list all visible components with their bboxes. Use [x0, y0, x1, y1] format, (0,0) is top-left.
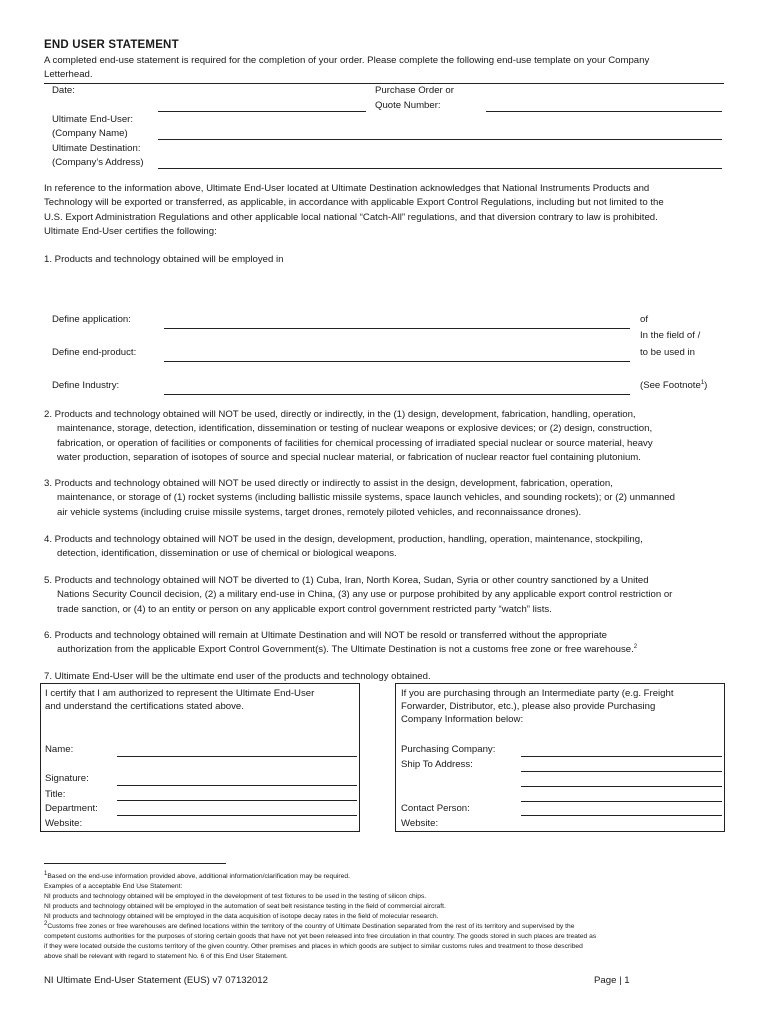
reference-line-4: Ultimate End-User certifies the following:	[44, 226, 217, 238]
certification-text-line-2: and understand the certifications stated above.	[45, 701, 244, 712]
define-end-product-field[interactable]	[164, 361, 630, 362]
item-4	[44, 533, 643, 562]
item-7: 7. Ultimate End-User will be the ultimate end user of the products and technology obtained.	[44, 671, 431, 682]
footnote-2-line-4: above shall be relevant with regard to statement No. 6 of this End User Statement.	[44, 953, 288, 960]
contact-person-field[interactable]	[521, 815, 722, 816]
purchasing-text-line-3: Company Information below:	[401, 714, 524, 725]
footnote-separator	[44, 863, 226, 864]
example-3: NI products and technology obtained will be employed in the data acquisition of isotope decay rates in the field of molecular research.	[44, 913, 439, 920]
footer-page-number: Page | 1	[594, 975, 630, 986]
item-3-line-3: air vehicle systems (including cruise missile systems, target drones, remotely piloted vehicles, and reconnaissance drones).	[57, 506, 582, 518]
see-footnote-note: (See Footnote$^1$)	[640, 379, 708, 391]
name-label: Name:	[45, 744, 74, 755]
define-industry-field[interactable]	[164, 394, 630, 395]
item-2-line-3: fabrication, or operation of facilities or components of facilities for chemical processing of irradiated special nuclear or source material, heavy	[57, 437, 653, 449]
end-user-label-line-2: (Company Name)	[52, 128, 128, 139]
footnote-2-line-2: competent customs authorities for the purposes of storing certain goods that have not yet been released into free circulation in that country. The goods stored in such places are treated as	[44, 933, 597, 940]
item-6	[44, 629, 637, 658]
reference-line-1: In reference to the information above, Ultimate End-User located at Ultimate Destination acknowledges that National Instruments Products and	[44, 183, 650, 194]
date-field[interactable]	[158, 111, 366, 112]
item-2-line-1: 2. Products and technology obtained will NOT be used, directly or indirectly, in the (1) design, development, fabrication, handling, operation,	[44, 409, 636, 420]
quote-number-field[interactable]	[486, 111, 722, 112]
define-industry-label: Define Industry:	[52, 380, 120, 391]
footnote-2-line-1: $^2$Customs free zones or free warehouses are defined locations within the territory of the country of Ultimate Destination separated from the rest of its territory and supervised by the	[44, 920, 575, 930]
item-4-line-1: 4. Products and technology obtained will NOT be used in the design, development, production, handling, operation, maintenance, stockpiling,	[44, 534, 643, 545]
intro-line-2: Letterhead.	[44, 69, 93, 80]
reference-line-3: U.S. Export Administration Regulations and other applicable local national “Catch-All” regulations, and that diversion contrary to law is prohibited.	[44, 211, 658, 223]
ship-to-label: Ship To Address:	[401, 759, 473, 770]
item-6-line-1: 6. Products and technology obtained will remain at Ultimate Destination and will NOT be resold or transferred without the appropriate	[44, 630, 607, 641]
footnote-1: $^1$Based on the end-use information provided above, additional information/clarification may be required.	[44, 870, 350, 880]
example-2: NI products and technology obtained will be employed in the automation of seat belt resistance testing in the field of commercial aircraft.	[44, 903, 446, 910]
item-3	[44, 477, 675, 520]
title-label: Title:	[45, 789, 66, 800]
ship-to-field-2[interactable]	[521, 786, 722, 787]
signature-label: Signature:	[45, 773, 89, 784]
end-user-label-line-1: Ultimate End-User:	[52, 114, 134, 125]
po-label-line-1: Purchase Order or	[375, 85, 454, 96]
destination-label-line-2: (Company’s Address)	[52, 157, 144, 168]
reference-line-2: Technology will be exported or transferred, as applicable, in accordance with applicable Export Control Regulations, including but not limited to the	[44, 197, 664, 209]
name-field[interactable]	[117, 756, 357, 757]
purchasing-company-field[interactable]	[521, 756, 722, 757]
reference-paragraph	[44, 182, 664, 240]
define-end-product-label: Define end-product:	[52, 347, 137, 358]
purchasing-text-line-1: If you are purchasing through an Intermediate party (e.g. Freight	[401, 688, 674, 699]
define-application-field[interactable]	[164, 328, 630, 329]
item-3-line-1: 3. Products and technology obtained will NOT be used directly or indirectly to assist in the design, development, fabrication, operation,	[44, 478, 613, 489]
department-label: Department:	[45, 803, 98, 814]
item-1: 1. Products and technology obtained will be employed in	[44, 254, 284, 265]
item-6-line-2: authorization from the applicable Export Control Government(s). The Ultimate Destination is not a customs free zone or free warehouse.$^2$	[57, 644, 638, 656]
application-suffix: of	[640, 314, 649, 325]
footnote-2-line-3: if they were located outside the customs territory of the given country. Other premises and places in which goods are subject to similar customs rules and treatment to those described	[44, 943, 583, 950]
date-label: Date:	[52, 85, 75, 96]
define-application-label: Define application:	[52, 314, 131, 325]
signature-field[interactable]	[117, 785, 357, 786]
example-1: NI products and technology obtained will be employed in the development of test fixtures to be used in the testing of silicon chips.	[44, 893, 427, 900]
footnote-1-ref: 1	[700, 379, 705, 386]
department-field[interactable]	[117, 815, 357, 816]
item-3-line-2: maintenance, or storage of (1) rocket systems (including ballistic missile systems, space launch vehicles, and sounding rockets); or (2) unmanned	[57, 492, 676, 504]
item-5-line-2: Nations Security Council decision, (2) a military end-use in China, (3) any use or purpose prohibited by any applicable export control restriction or	[57, 589, 673, 601]
destination-address-field[interactable]	[158, 168, 722, 169]
footnote-2-ref: 2	[633, 644, 638, 651]
destination-label-line-1: Ultimate Destination:	[52, 143, 141, 154]
title-field[interactable]	[117, 800, 357, 801]
item-5-line-1: 5. Products and technology obtained will NOT be diverted to (1) Cuba, Iran, North Korea, Sudan, Syria or other country sanctioned by a United	[44, 575, 649, 586]
contact-person-label: Contact Person:	[401, 803, 470, 814]
item-5	[44, 574, 672, 617]
purchasing-text-line-2: Forwarder, Distributor, etc.), please also provide Purchasing	[401, 701, 656, 712]
footer-document-id: NI Ultimate End-User Statement (EUS) v7 07132012	[44, 975, 268, 986]
item-2	[44, 408, 653, 466]
website-label-right: Website:	[401, 818, 439, 829]
end-user-company-field[interactable]	[158, 139, 722, 140]
item-2-line-4: water production, separation of isotopes of source and special nuclear material, or fabrication of nuclear reactor fuel containing plutonium.	[57, 452, 641, 464]
po-label-line-2: Quote Number:	[375, 100, 441, 111]
examples-heading: Examples of a acceptable End Use Statement:	[44, 883, 183, 890]
field-of-label: In the field of /	[640, 330, 701, 341]
intro-line-1: A completed end-use statement is required for the completion of your order. Please complete the following end-use template on your Company	[44, 55, 650, 66]
certification-text-line-1: I certify that I am authorized to represent the Ultimate End-User	[45, 688, 315, 699]
purchasing-company-label: Purchasing Company:	[401, 744, 496, 755]
document-title: END USER STATEMENT	[44, 39, 179, 51]
item-2-line-2: maintenance, storage, detection, identification, dissemination or testing of nuclear weapons or explosive devices; or (2) design, construction,	[57, 423, 653, 435]
ship-to-field-1[interactable]	[521, 771, 722, 772]
ship-to-field-3[interactable]	[521, 801, 722, 802]
item-5-line-3: trade sanction, or (4) to an entity or person on any applicable export control government restricted party “watch” lists.	[57, 603, 552, 615]
website-label-left: Website:	[45, 818, 83, 829]
item-4-line-2: detection, identification, dissemination or use of chemical or biological weapons.	[57, 548, 397, 560]
end-product-suffix: to be used in	[640, 347, 695, 358]
